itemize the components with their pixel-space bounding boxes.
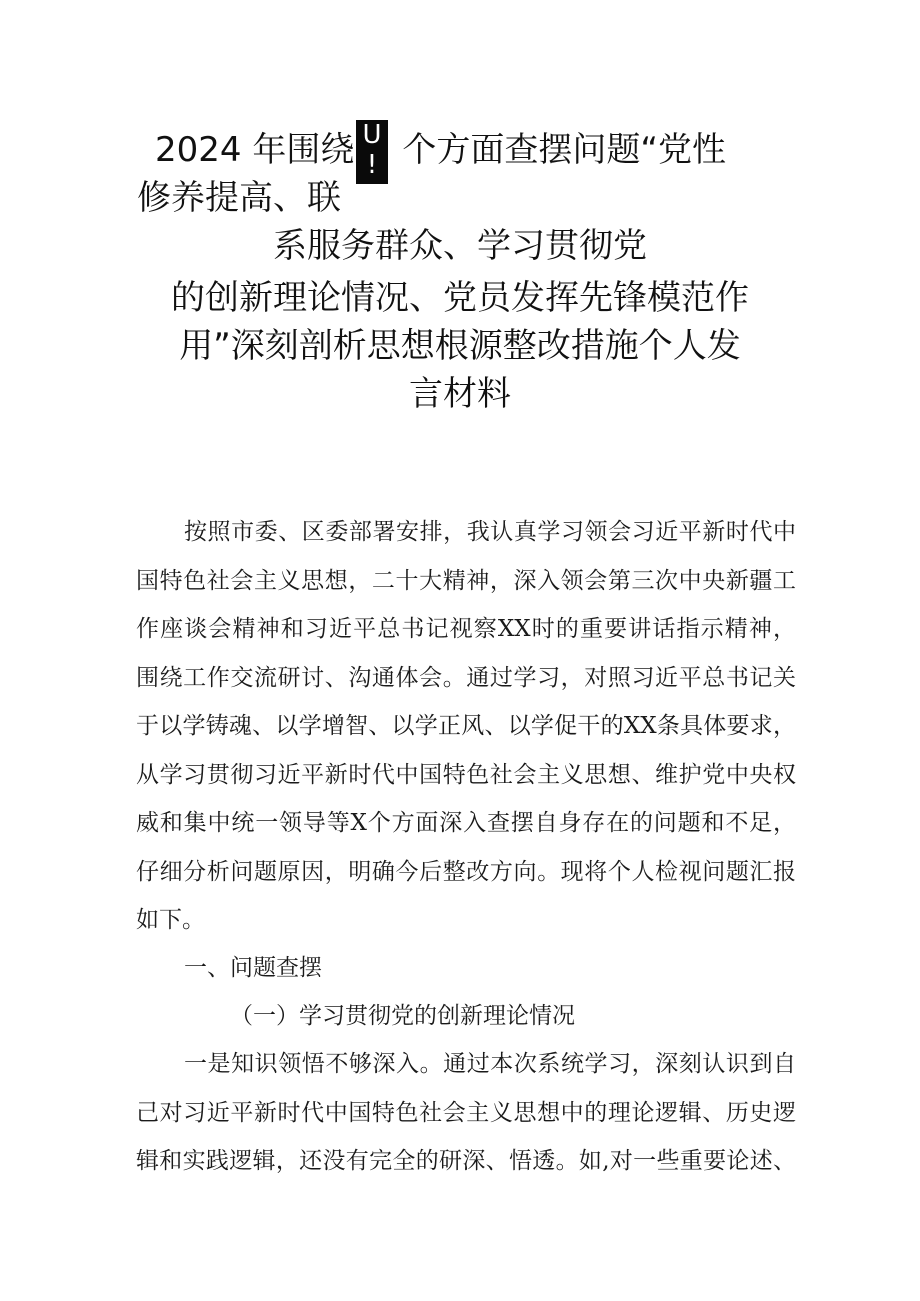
paragraph-1-line: 仔细分析问题原因，明确今后整改方向。现将个人检视问题汇报 [136,858,796,885]
title-line-5: 用”深刻剖析思想根源整改措施个人发 [179,326,741,366]
title-line-3: 系服务群众、学习贯彻党 [273,226,647,266]
title-line-1-part-b: 个方面查摆问题“党性 [402,130,726,170]
paragraph-1-line: 围绕工作交流研讨、沟通体会。通过学习，对照习近平总书记关 [136,664,796,691]
paragraph-1-line: 于以学铸魂、以学增智、以学正风、以学促干的XX条具体要求， [136,713,796,739]
stamp-top-char: U [362,120,382,150]
stamp-bottom-char: ! [366,150,378,180]
paragraph-2-line: 辑和实践逻辑，还没有完全的研深、悟透。如,对一些重要论述、 [136,1148,796,1174]
title-line-6: 言材料 [409,374,511,414]
body-paragraph-1 [136,508,796,945]
body-paragraph-2 [136,1040,796,1186]
paragraph-1-line: 作座谈会精神和习近平总书记视察XX时的重要讲话指示精神， [136,616,796,642]
section-heading-2: （一）学习贯彻党的创新理论情况 [230,1003,575,1029]
paragraph-1-line: 从学习贯彻习近平新时代中国特色社会主义思想、维护党中央权 [136,761,796,788]
paragraph-1-line: 国特色社会主义思想，二十大精神，深入领会第三次中央新疆工 [136,567,796,594]
paragraph-1-line: 威和集中统一领导等X个方面深入查摆自身存在的问题和不足， [136,810,796,836]
paragraph-2-line: 己对习近平新时代中国特色社会主义思想中的理论逻辑、历史逻 [136,1099,796,1126]
title-line-1-part-a: 2024 年围绕 [155,130,355,170]
title-line-1 [155,126,815,174]
title-line-4: 的创新理论情况、党员发挥先锋模范作 [171,278,749,318]
section-heading-1: 一、问题查摆 [184,955,322,981]
paragraph-1-line: 如下。 [136,907,205,933]
title-line-2: 修养提高、联 [137,178,341,218]
paragraph-1-line: 按照市委、区委部署安排，我认真学习领会习近平新时代中 [184,519,796,545]
paragraph-2-line: 一是知识领悟不够深入。通过本次系统学习，深刻认识到自 [184,1051,796,1077]
